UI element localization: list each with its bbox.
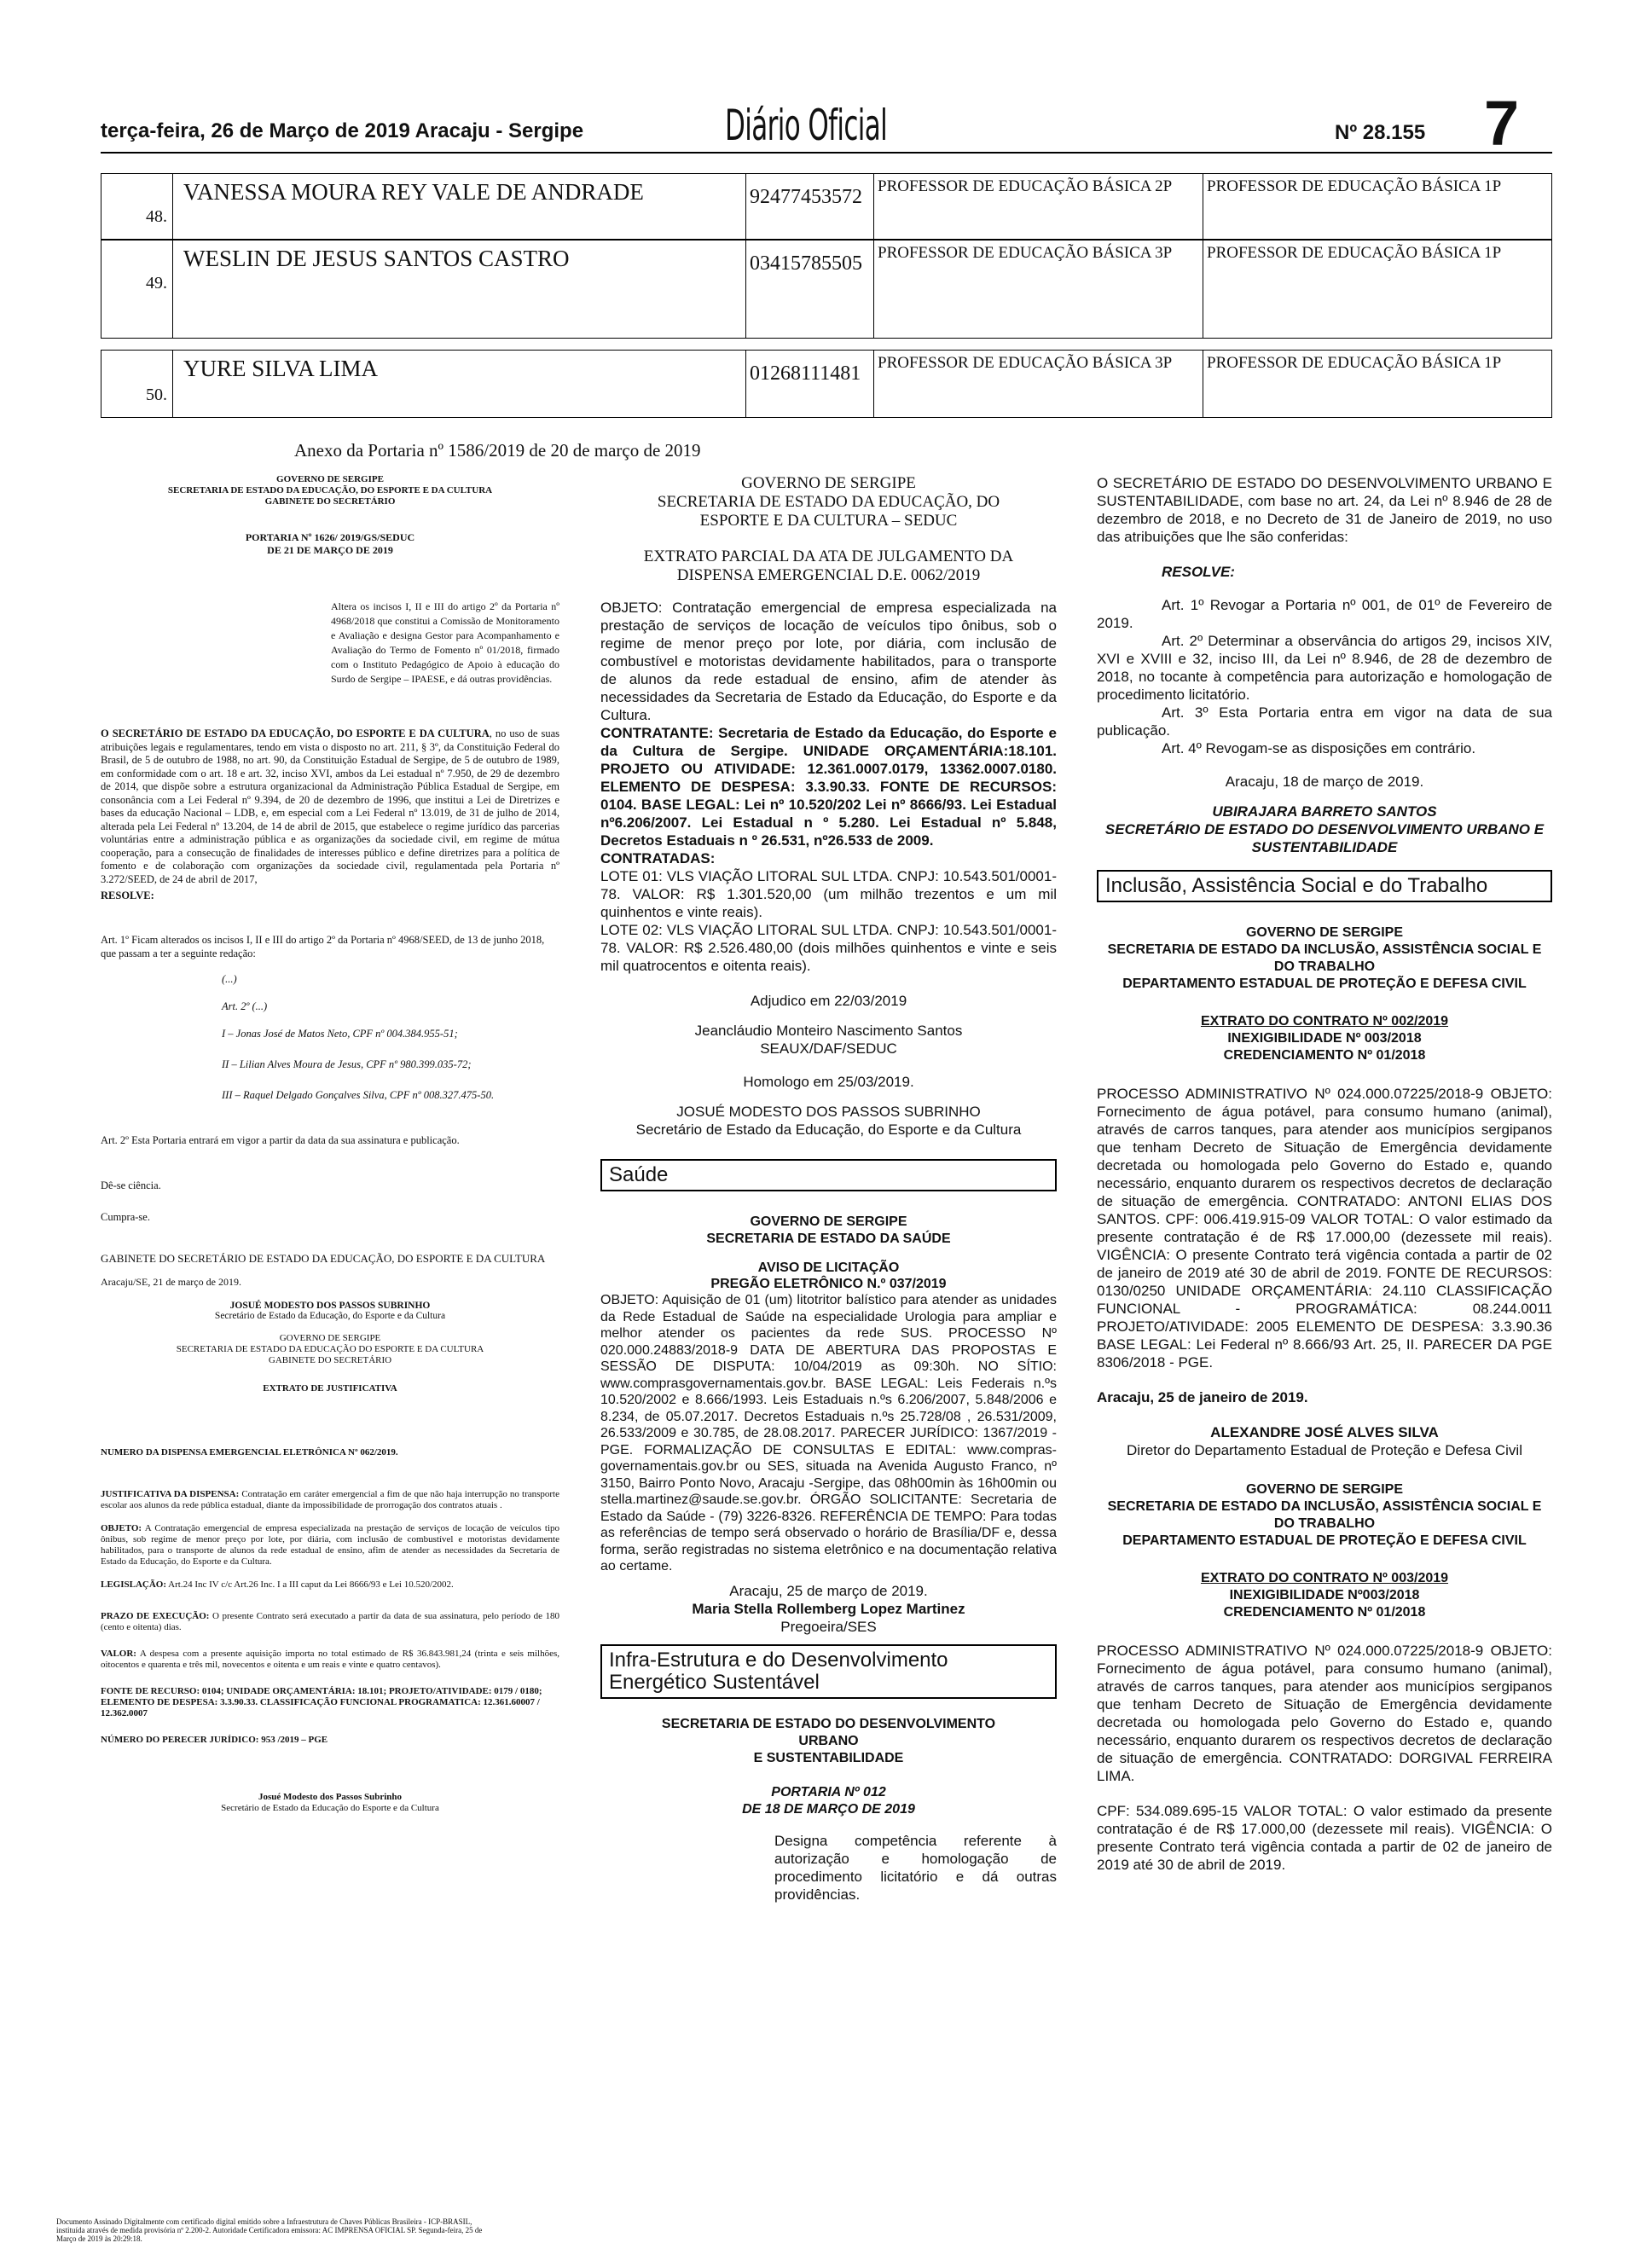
aviso-title: AVISO DE LICITAÇÃO PREGÃO ELETRÔNICO N.º 037/2019 [710, 1260, 947, 1291]
cumpra-se: Cumpra-se. [101, 1211, 150, 1223]
table-row [101, 240, 1552, 339]
portaria-title: PORTARIA Nº 1626/ 2019/GS/SEDUC DE 21 DE MARÇO DE 2019 [245, 531, 415, 556]
ata-contratante: CONTRATANTE: Secretaria de Estado da Educação, do Esporte e da Cultura de Sergipe. UNIDADE ORÇAMENTÁRIA:18.101. PROJETO OU ATIVIDADE: 12.361.0007.0179, 13362.0007.0180. ELEMENTO DE DESPESA: 3.3.90.33. FONTE DE RECURSOS: 0104. BASE LEGAL: Lei nº 10.520/202 Lei nº 8666/93. Lei Estadual nº6.206/2007. Lei Estadual n º 5.280. Lei Estadual nº 5.848, Decretos Estaduais n º 26.531, nº26.533 de 2009. [600, 725, 1057, 849]
page-number: 7 [1484, 88, 1520, 159]
adjudico-org: SEAUX/DAF/SEDUC [760, 1040, 897, 1057]
objeto: OBJETO: A Contratação emergencial de empresa especializada na prestação de serviços de locação de veículos tipo ônibus, sob regime de menor preço por lote, por diária, com inclusão de combustível e motoristas devidamente habilitados, para o transporte de alunos da rede estadual de ensino, afim de atender as necessidades da Secretaria de Estado da Educação, do Esporte e da Cultura. [101, 1523, 559, 1567]
article-2: Art. 2º Determinar a observância do artigos 29, incisos XIV, XVI e XVIII e 32, inciso III, da Lei nº 8.946, de 28 de dezembro de 2018, no tocante à competência para autorização e homologação de procedimento licitatório. [1097, 633, 1552, 703]
saude-date: Aracaju, 25 de março de 2019. [729, 1582, 928, 1599]
column-3 [1097, 474, 1552, 1874]
preamble: O SECRETÁRIO DE ESTADO DA EDUCAÇÃO, DO ESPORTE E DA CULTURA, no uso de suas atribuições legais e regulamentares, tendo em vista o disposto no art. 211, § 3º, da Constituição Federal do Brasil, de 5 de outubro de 1988, no art. 90, da Constituição Estadual de Sergipe, de 5 de outubro de 1989, em conformidade com o art. 18 e art. 32, inciso XVI, ambos da Lei estadual nº 7.950, de 29 de dezembro de 2014, que dispõe sobre a estrutura organizacional da Administração Pública Estadual de Sergipe, em consonância com a Lei Federal nº 9.394, de 20 de dezembro de 1996, que institui a Lei de Diretrizes e bases da educação Nacional – LDB, e, em especial com a Lei Federal nº 13.019, de 31 de julho de 2014, alterada pela Lei Federal nº 13.204, de 14 de abril de 2015, que estabelece o regime jurídico das parcerias voluntárias entre a administração pública e as organizações da sociedade civil, em regime de mútua cooperação, para a consecução de finalidades de interesses público e define diretrizes para a política de fomento e de colaboração com organizações da sociedade civil, regulamentada pela Portaria nº 3.272/SEED, de 24 de abril de 2017, [101, 727, 559, 885]
header-rule [101, 152, 1552, 154]
article-4: Art. 4º Revogam-se as disposições em contrário. [1162, 740, 1476, 756]
local-date: Aracaju/SE, 21 de março de 2019. [101, 1276, 241, 1288]
resolve-label: RESOLVE: [1162, 564, 1235, 580]
article-2: Art. 2º Esta Portaria entrará em vigor a partir da data da sua assinatura e publicação. [101, 1134, 460, 1146]
row-role-current: PROFESSOR DE EDUCAÇÃO BÁSICA 3P [874, 351, 1203, 417]
saude-header: GOVERNO DE SERGIPE SECRETARIA DE ESTADO DA SAÚDE [706, 1214, 951, 1246]
gov-header: GOVERNO DE SERGIPE SECRETARIA DE ESTADO DA EDUCAÇÃO, DO ESPORTE E DA CULTURA GABINETE DO SECRETÁRIO [167, 474, 493, 507]
portaria-ementa: Altera os incisos I, II e III do artigo 2º da Portaria nº 4968/2018 que constitui a Comissão de Monitoramento e Avaliação e designa Gestor para Acompanhamento e Avaliação do Termo de Fomento nº 01/2018, firmado com o Instituto Pedagógico de Apoio à educação do Surdo de Sergipe – IPAESE, e dá outras providências. [331, 600, 559, 685]
row-name: VANESSA MOURA REY VALE DE ANDRADE [173, 174, 746, 239]
quoted-text: (...) Art. 2º (...) I – Jonas José de Matos Neto, CPF nº 004.384.955-51; II – Lilian Alves Moura de Jesus, CPF nº 980.399.035-72; III – Raquel Delgado Gonçalves Silva, CPF nº 008.327.475-50. [222, 973, 495, 1101]
extrato-title: EXTRATO DE JUSTIFICATIVA [263, 1383, 397, 1394]
prazo: PRAZO DE EXECUÇÃO: O presente Contrato será executado a partir da data de sua assinatura, pelo período de 180 (cento e oitenta) dias. [101, 1611, 559, 1632]
signer-name: JOSUÉ MODESTO DOS PASSOS SUBRINHO [229, 1301, 431, 1311]
table-row [101, 173, 1552, 240]
homologo-name: JOSUÉ MODESTO DOS PASSOS SUBRINHO [676, 1104, 981, 1120]
body-2b: CPF: 534.089.695-15 VALOR TOTAL: O valor estimado da presente contratação é de R$ 17.000,00 (dezessete mil reais). VIGÊNCIA: O presente Contrato terá vigência contada a partir de 02 de janeiro de 2019 até 30 de abril de 2019. [1097, 1803, 1552, 1873]
row-cpf: 01268111481 [746, 351, 874, 417]
newspaper-title: Diário Oficial [725, 101, 888, 150]
row-name: YURE SILVA LIMA [173, 351, 746, 417]
edition-number: Nº 28.155 [1335, 121, 1426, 144]
row-role-new: PROFESSOR DE EDUCAÇÃO BÁSICA 1P [1207, 177, 1502, 195]
body-2: PROCESSO ADMINISTRATIVO Nº 024.000.07225/2018-9 OBJETO: Fornecimento de água potável, para consumo humano (animal), através de carros tanques, para atender aos municípios sergipanos que tenham Decreto de Situação de Emergência devidamente decretada ou homologada pelo Governo do Estado e, quando necessário, enquanto durarem os respectivos decretos de declaração de situação de emergência. CONTRATADO: DORGIVAL FERREIRA LIMA. [1097, 1643, 1552, 1784]
fonte-recurso: FONTE DE RECURSO: 0104; UNIDADE ORÇAMENTÁRIA: 18.101; PROJETO/ATIVIDADE: 0179 / 0180; ELEMENTO DE DESPESA: 3.3.90.33. CLASSIFICAÇÃO FUNCIONAL PROGRAMATICA: 12.361.60007 / 12.362.0007 [101, 1686, 542, 1718]
resolve-label: RESOLVE: [101, 890, 154, 901]
ata-lote-1: LOTE 01: VLS VIAÇÃO LITORAL SUL LTDA. CNPJ: 10.543.501/0001-78. VALOR: R$ 1.301.520,00 (um milhão trezentos e um mil quinhentos e vinte reais). [600, 868, 1057, 920]
row-cpf: 92477453572 [746, 174, 874, 239]
article-3: Art. 3º Esta Portaria entra em vigor na data de sua publicação. [1097, 704, 1552, 739]
legislacao: LEGISLAÇÃO: Art.24 Inc IV c/c Art.26 Inc. I a III caput da Lei 8666/93 e Lei 10.520/2002. [101, 1579, 454, 1590]
infra-header: SECRETARIA DE ESTADO DO DESENVOLVIMENTO URBANO E SUSTENTABILIDADE [661, 1716, 996, 1765]
infra-portaria: PORTARIA Nº 012 DE 18 DE MARÇO DE 2019 [742, 1784, 915, 1817]
signer2-role: Secretário de Estado da Educação do Esporte e da Cultura [221, 1803, 439, 1813]
signer-1: ALEXANDRE JOSÉ ALVES SILVA [1210, 1424, 1439, 1440]
ata-lote-2: LOTE 02: VLS VIAÇÃO LITORAL SUL LTDA. CNPJ: 10.543.501/0001-78. VALOR: R$ 2.526.480,00 (dois milhões quinhentos e vinte e seis mil quatrocentos e oitenta reais). [600, 922, 1057, 974]
gov-header: GOVERNO DE SERGIPE SECRETARIA DE ESTADO DA EDUCAÇÃO, DO ESPORTE E DA CULTURA – SEDUC [657, 474, 1000, 530]
header-1: GOVERNO DE SERGIPE SECRETARIA DE ESTADO DA INCLUSÃO, ASSISTÊNCIA SOCIAL E DO TRABALHO DEPARTAMENTO ESTADUAL DE PROTEÇÃO E DEFESA CIVIL [1107, 925, 1542, 991]
article-1: Art. 1º Ficam alterados os incisos I, II e III do artigo 2º da Portaria nº 4968/SEED, de 13 de junho 2018, que passam a ter a seguinte redação: [101, 934, 545, 959]
row-number: 49. [101, 241, 173, 338]
article-1: Art. 1º Revogar a Portaria nº 001, de 01º de Fevereiro de 2019. [1097, 597, 1552, 631]
valor: VALOR: A despesa com a presente aquisição importa no total estimado de R$ 36.843.981,24 (trinta e seis milhões, oitocentos e quarenta e três mil, novecentos e oitenta e um reais e vinte e quatro centavos). [101, 1649, 559, 1670]
row-role-current: PROFESSOR DE EDUCAÇÃO BÁSICA 2P [874, 174, 1203, 239]
ata-objeto: OBJETO: Contratação emergencial de empresa especializada na prestação de serviços de locação de veículos tipo ônibus, sob o regime de menor preço por lote, por diária, com inclusão de combustível e motoristas devidamente habilitados, para o transporte de alunos da rede estadual de ensino, afim de atender às necessidades da Secretaria de Estado da Educação, do Esporte e da Cultura. [600, 600, 1057, 723]
signer-role: Secretário de Estado da Educação, do Esporte e da Cultura [214, 1311, 446, 1321]
column-2 [600, 474, 1057, 1904]
gov-header-2: GOVERNO DE SERGIPE SECRETARIA DE ESTADO DA EDUCAÇÃO DO ESPORTE E DA CULTURA GABINETE DO SECRETÁRIO [176, 1333, 484, 1365]
homologo: Homologo em 25/03/2019. [743, 1074, 914, 1090]
ata-contratadas-label: CONTRATADAS: [600, 850, 716, 866]
de-se-ciencia: Dê-se ciência. [101, 1179, 161, 1191]
ata-title: EXTRATO PARCIAL DA ATA DE JULGAMENTO DA DISPENSA EMERGENCIAL D.E. 0062/2019 [643, 548, 1014, 584]
row-number: 48. [101, 174, 173, 239]
gabinete: GABINETE DO SECRETÁRIO DE ESTADO DA EDUCAÇÃO, DO ESPORTE E DA CULTURA [101, 1252, 546, 1265]
section-inclusao: Inclusão, Assistência Social e do Trabalho [1097, 870, 1552, 902]
signer-1-role: Diretor do Departamento Estadual de Proteção e Defesa Civil [1127, 1442, 1522, 1458]
parecer-juridico: NÚMERO DO PERECER JURÍDICO: 953 /2019 – PGE [101, 1735, 328, 1745]
homologo-role: Secretário de Estado da Educação, do Esporte e da Cultura [635, 1121, 1022, 1138]
section-saude: Saúde [600, 1159, 1057, 1191]
adjudico: Adjudico em 22/03/2019 [750, 993, 907, 1009]
body-1: PROCESSO ADMINISTRATIVO Nº 024.000.07225/2018-9 OBJETO: Fornecimento de água potável, para consumo humano (animal), através de carros tanques, para atender aos municípios sergipanos que tenham Decreto de Situação de Emergência devidamente decretada ou homologada pelo Governo do Estado e, quando necessário, enquanto durarem os respectivos decretos de declaração de situação de emergência. CONTRATADO: ANTONI ELIAS DOS SANTOS. CPF: 006.419.915-09 VALOR TOTAL: O valor estimado da presente contratação é de R$ 17.000,00 (dezessete mil reais). VIGÊNCIA: O presente Contrato terá vigência contada a partir de 02 de janeiro de 2019 até 30 de abril de 2019. FONTE DE RECURSOS: 0130/0250 UNIDADE ORÇAMENTÁRIA: 24.110 CLASSIFICAÇÃO FUNCIONAL - PROGRAMÁTICA: 08.244.0011 PROJETO/ATIVIDADE: 2005 ELEMENTO DE DESPESA: 3.3.90.36 BASE LEGAL: Lei Federal nº 8.666/93 Art. 25, II. PARECER DA PGE 8306/2018 - PGE. [1097, 1086, 1552, 1371]
row-cpf: 03415785505 [746, 241, 874, 338]
section-infra: Infra-Estrutura e do Desenvolvimento Energético Sustentável [600, 1644, 1057, 1699]
header-date: terça-feira, 26 de Março de 2019 Aracaju - Sergipe [101, 119, 584, 142]
row-role-current: PROFESSOR DE EDUCAÇÃO BÁSICA 3P [874, 241, 1203, 338]
row-role-new: PROFESSOR DE EDUCAÇÃO BÁSICA 1P [1207, 244, 1502, 262]
row-name: WESLIN DE JESUS SANTOS CASTRO [173, 241, 746, 338]
date-1: Aracaju, 25 de janeiro de 2019. [1097, 1389, 1308, 1405]
column-1 [101, 474, 559, 1814]
justificativa: JUSTIFICATIVA DA DISPENSA: Contratação em caráter emergencial a fim de que não haja interrupção no transporte escolar aos alunos da rede pública estadual, diante da impossibilidade de prorrogação dos contratos atuais . [101, 1489, 559, 1510]
extrato-2: EXTRATO DO CONTRATO Nº 003/2019 INEXIGIBILIDADE Nº003/2018 CREDENCIAMENTO Nº 01/2018 [1200, 1571, 1449, 1620]
extrato-1: EXTRATO DO CONTRATO Nº 002/2019 INEXIGIBILIDADE Nº 003/2018 CREDENCIAMENTO Nº 01/2018 [1200, 1014, 1449, 1063]
row-role-new: PROFESSOR DE EDUCAÇÃO BÁSICA 1P [1207, 354, 1502, 372]
saude-role: Pregoeira/SES [780, 1618, 877, 1635]
saude-signer: Maria Stella Rollemberg Lopez Martinez [692, 1600, 965, 1617]
dispensa-number: NUMERO DA DISPENSA EMERGENCIAL ELETRÔNICA Nº 062/2019. [101, 1447, 398, 1458]
signer: UBIRAJARA BARRETO SANTOS [1212, 803, 1437, 820]
signer2-name: Josué Modesto dos Passos Subrinho [258, 1792, 403, 1802]
intro: O SECRETÁRIO DE ESTADO DO DESENVOLVIMENTO URBANO E SUSTENTABILIDADE, com base no art. 24, da Lei nº 8.946 de 28 de dezembro de 2018, e no Decreto de 31 de Janeiro de 2019, no uso das atribuições que lhe são conferidas: [1097, 475, 1552, 545]
infra-ementa: Designa competência referente à autorização e homologação de procedimento licitatório e dá outras providências. [774, 1832, 1057, 1903]
header-2: GOVERNO DE SERGIPE SECRETARIA DE ESTADO DA INCLUSÃO, ASSISTÊNCIA SOCIAL E DO TRABALHO DEPARTAMENTO ESTADUAL DE PROTEÇÃO E DEFESA CIVIL [1107, 1482, 1542, 1548]
signer-role: SECRETÁRIO DE ESTADO DO DESENVOLVIMENTO URBANO E SUSTENTABILIDADE [1104, 821, 1545, 855]
saude-body: OBJETO: Aquisição de 01 (um) litotritor balístico para atender as unidades da Rede Estadual de Saúde na especialidade Urologia para ampliar e melhor atender os pacientes da rede SUS. PROCESSO Nº 020.000.24883/2018-9 DATA DE ABERTURA DAS PROPOSTAS E SESSÃO DE DISPUTA: 10/04/2019 as 09:30h. NO SÍTIO: www.comprasgovernamentais.gov.br. BASE LEGAL: Leis Federais n.ºs 10.520/2002 e 8.666/1993. Leis Estaduais n.ºs 6.206/2007, 5.848/2006 e 8.234, de 05.07.2017. Decretos Estaduais n.ºs 25.728/08 , 26.531/2009, 26.533/2009 e 30.785, de 28.08.2017. PARECER JURÍDICO: 1367/2019 - PGE. FORMALIZAÇÃO DE CONSULTAS E EDITAL: www.compras-governamentais.gov.br ou SES, situada na Avenida Augusto Franco, nº 3150, Bairro Ponto Novo, Aracaju -Sergipe, das 08h00min às 16h00min ou stella.martinez@saude.se.gov.br. ÓRGÃO SOLICITANTE: Secretaria de Estado da Saúde - (79) 3226-8326. REFERÊNCIA DE TEMPO: Para todas as referências de tempo será observado o horário de Brasília/DF e, dessa forma, serão registradas no sistema eletrônico e na documentação relativa ao certame. [600, 1293, 1057, 1573]
footer-signature-note: Documento Assinado Digitalmente com certificado digital emitido sobre a Infraestrutura de Chaves Públicas Brasileira - ICP-BRASIL, instituída através de medida provisória nº 2.200-2. Autoridade Certificadora emissora: AC IMPRENSA OFICIAL SP. Segunda-feira, 25 de Março de 2019 às 20:29:18. [56, 2217, 483, 2243]
adjudico-name: Jeancláudio Monteiro Nascimento Santos [694, 1023, 963, 1039]
row-number: 50. [101, 351, 173, 417]
table-row [101, 350, 1552, 418]
date: Aracaju, 18 de março de 2019. [1225, 774, 1424, 790]
annex-title: Anexo da Portaria nº 1586/2019 de 20 de março de 2019 [294, 440, 701, 461]
